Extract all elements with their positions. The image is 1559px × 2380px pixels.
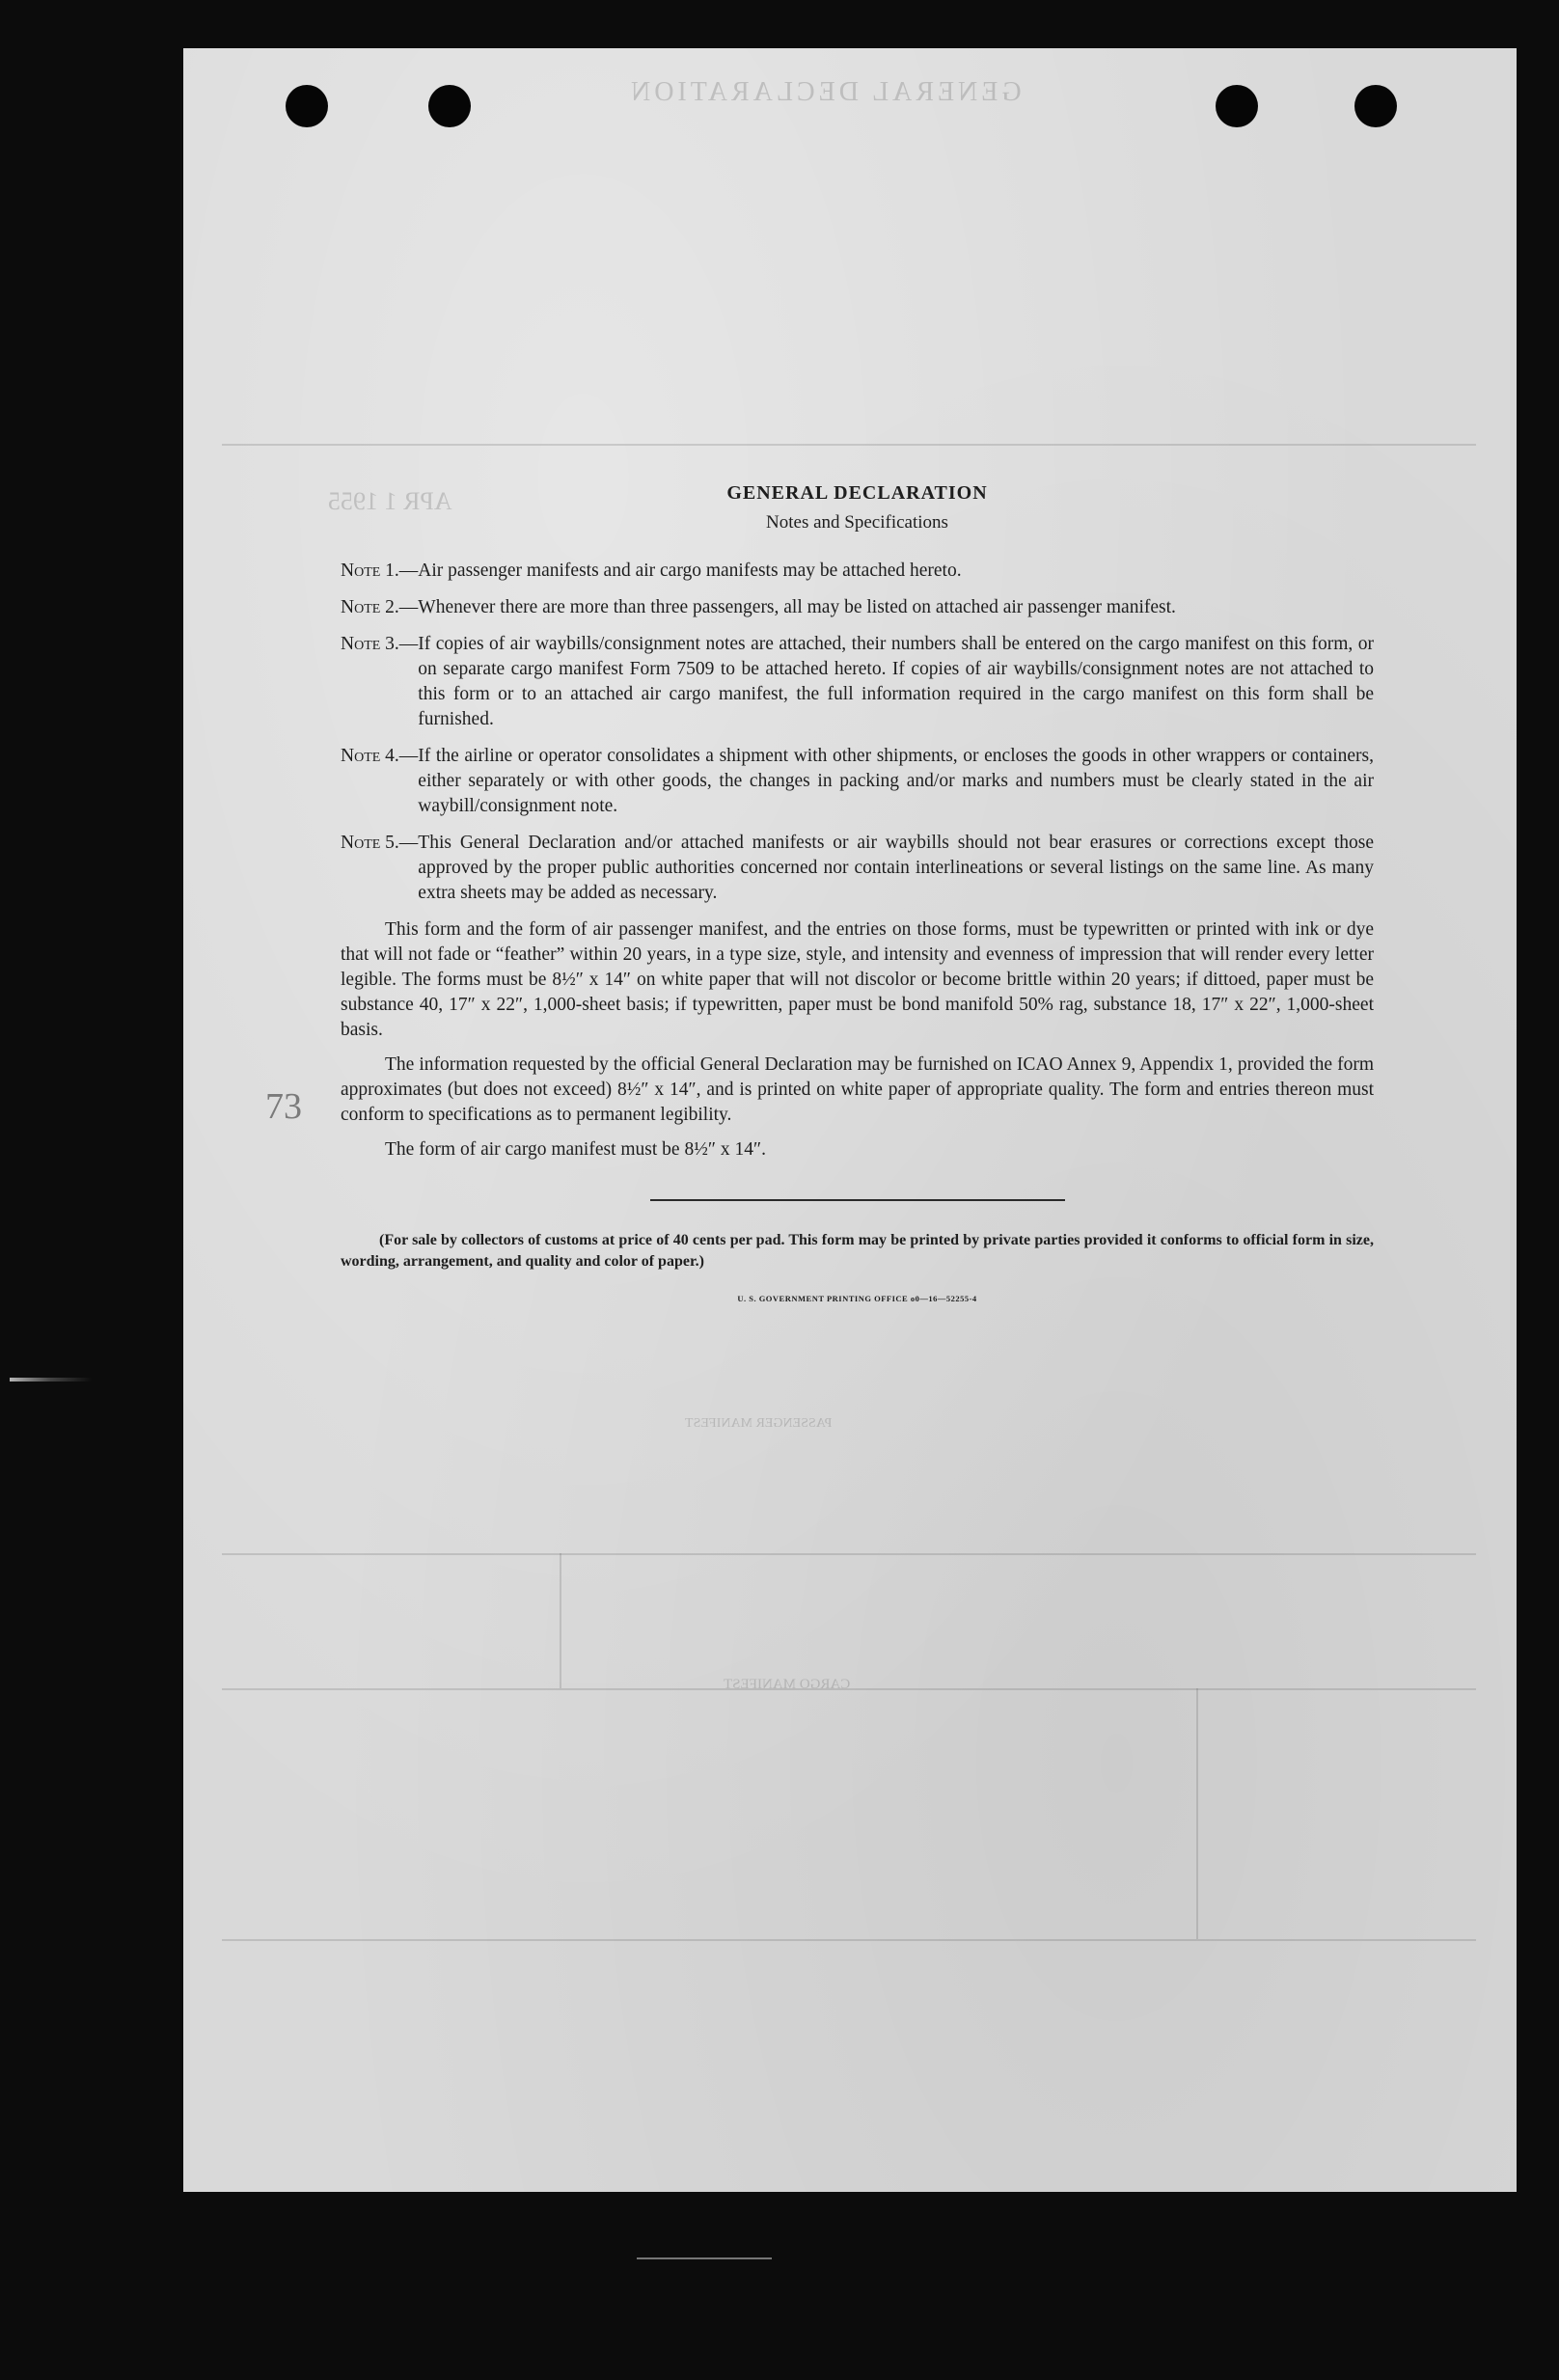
note-label: Note 1.— [341, 561, 419, 581]
bleed-through-passenger-heading: PASSENGER MANIFEST [685, 1416, 833, 1431]
page-subtitle: Notes and Specifications [766, 512, 948, 533]
specification-paragraph: The information requested by the official General Declaration may be furnished on ICAO Annex 9, Appendix 1, provided the form approximates (but does not exceed) 8½″ x 14″, and is printed on white paper of appropriate quality. The form and entries thereon must conform to specifications as to permanent legibility. [341, 1054, 1374, 1125]
page-title: GENERAL DECLARATION [726, 482, 988, 504]
note-text: Air passenger manifests and air cargo manifests may be attached hereto. [418, 561, 962, 581]
note-label: Note 4.— [341, 746, 419, 766]
scan-edge-mark [637, 2257, 772, 2259]
printer-imprint: U. S. GOVERNMENT PRINTING OFFICE o0—16—52255-4 [737, 1294, 977, 1303]
bleed-through-stamp: APR 1 1955 [328, 487, 452, 515]
note-label: Note 2.— [341, 597, 419, 617]
note-item [341, 831, 1374, 906]
punch-hole [1354, 85, 1397, 127]
bleed-through-line [222, 1553, 1476, 1555]
bleed-through-line [222, 1688, 1476, 1690]
note-text: If the airline or operator consolidates a shipment with other shipments, or encloses the goods in other wrappers or containers, either separately or with other goods, the changes in packing and/or marks and numbers must be clearly stated in the air waybill/consignment note. [418, 746, 1374, 816]
margin-annotation: 73 [265, 1086, 302, 1127]
note-text: If copies of air waybills/consignment notes are attached, their numbers shall be entered on the cargo manifest on this form, or on separate cargo manifest Form 7509 to be attached hereto. If copies of air waybills/consignment notes are not attached to this form or to an attached air cargo manifest, the full information required in the cargo manifest on this form shall be furnished. [418, 634, 1374, 729]
punch-hole [286, 85, 328, 127]
punch-hole [428, 85, 471, 127]
punch-hole [1216, 85, 1258, 127]
scan-edge-mark [10, 1378, 92, 1381]
note-item [341, 744, 1374, 819]
document-sheet [183, 48, 1517, 2192]
note-label: Note 3.— [341, 634, 419, 654]
note-text: This General Declaration and/or attached manifests or air waybills should not bear erasures or corrections except those approved by the proper public authorities concerned nor contain interlineations or several listings on the same line. As many extra sheets may be added as necessary. [418, 833, 1374, 903]
bleed-through-cargo-heading: CARGO MANIFEST [724, 1677, 851, 1692]
bleed-through-line [222, 1939, 1476, 1941]
specification-paragraph: This form and the form of air passenger manifest, and the entries on those forms, must be typewritten or printed with ink or dye that will not fade or “feather” within 20 years, in a type size, style, and intensity and evenness of impression that will render every letter legible. The forms must be 8½″ x 14″ on white paper that will not discolor or become brittle within 20 years; if dittoed, paper must be substance 40, 17″ x 22″, 1,000-sheet basis; if typewritten, paper must be bond manifold 50% rag, substance 18, 17″ x 22″, 1,000-sheet basis. [341, 919, 1374, 1040]
bleed-through-line [1196, 1688, 1198, 1939]
specification-paragraph: The form of air cargo manifest must be 8½″ x 14″. [385, 1139, 766, 1160]
note-item [341, 559, 1374, 584]
notes-and-specifications [341, 482, 1374, 1303]
note-text: Whenever there are more than three passengers, all may be listed on attached air passenger manifest. [418, 597, 1176, 617]
sale-notice: (For sale by collectors of customs at price of 40 cents per pad. This form may be printed by private parties provided it conforms to official form in size, wording, arrangement, and quality and color of paper.) [341, 1232, 1374, 1270]
bleed-through-header: GENERAL DECLARATION [627, 77, 1022, 107]
note-label: Note 5.— [341, 833, 419, 853]
bleed-through-line [222, 444, 1476, 446]
bleed-through-line [560, 1553, 561, 1688]
note-item [341, 632, 1374, 732]
note-item [341, 595, 1374, 620]
divider-rule [650, 1199, 1065, 1201]
